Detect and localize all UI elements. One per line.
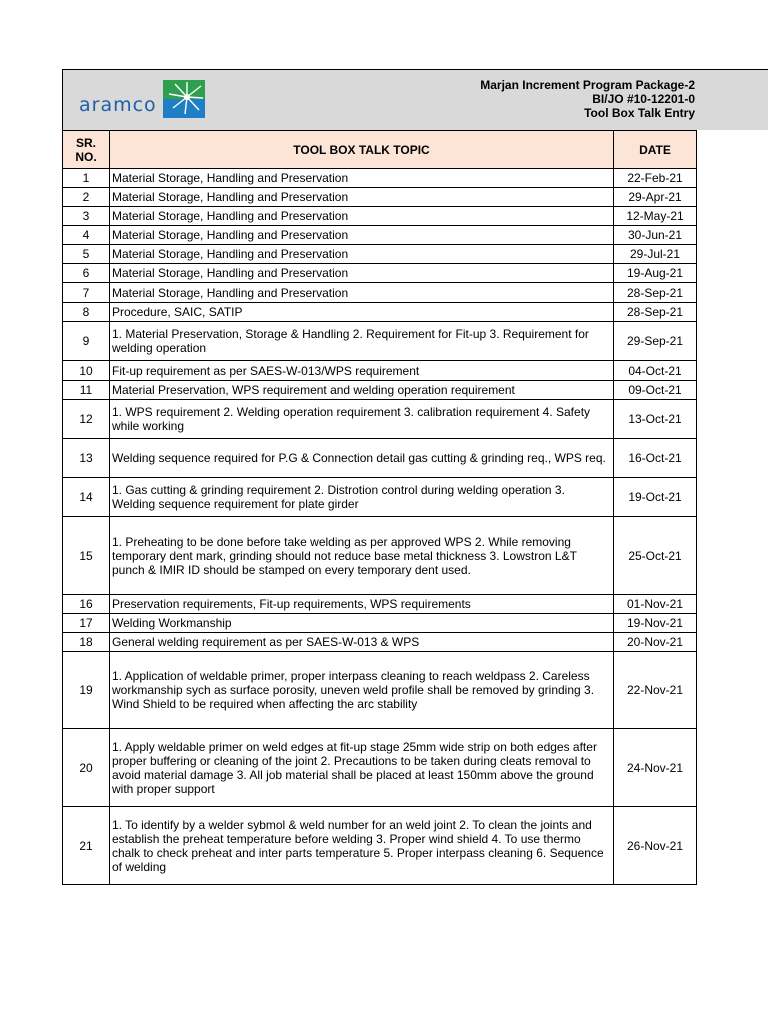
date-cell: 19-Aug-21 [614,264,697,283]
col-header-sr-no: SR. NO. [63,131,110,169]
topic-cell: General welding requirement as per SAES-W-013 & WPS [110,633,614,652]
sr-cell: 9 [63,322,110,361]
topic-cell: Material Storage, Handling and Preservation [110,264,614,283]
topic-cell: 1. Application of weldable primer, proper interpass cleaning to reach weldpass 2. Careless workmanship sych as surface porosity, uneven weld profile shall be removed by grinding 3. Wind Shield to be required when affecting the arc stability [110,652,614,729]
sr-cell: 16 [63,595,110,614]
table-row [63,188,697,207]
table-row [63,381,697,400]
sr-cell: 8 [63,303,110,322]
sr-cell: 3 [63,207,110,226]
date-cell: 20-Nov-21 [614,633,697,652]
topic-cell: Preservation requirements, Fit-up requirements, WPS requirements [110,595,614,614]
topic-cell: Material Storage, Handling and Preservation [110,226,614,245]
date-cell: 29-Jul-21 [614,245,697,264]
date-cell: 25-Oct-21 [614,517,697,595]
table-row [63,322,697,361]
topic-cell: Material Preservation, WPS requirement and welding operation requirement [110,381,614,400]
date-cell: 19-Nov-21 [614,614,697,633]
table-row [63,633,697,652]
project-title: Marjan Increment Program Package-2 [480,78,695,92]
date-cell: 13-Oct-21 [614,400,697,439]
job-order-number: BI/JO #10-12201-0 [592,92,695,106]
table-row [63,729,697,807]
topic-cell: 1. Gas cutting & grinding requirement 2. Distrotion control during welding operation 3. Welding sequence requirement for plate girder [110,478,614,517]
date-cell: 30-Jun-21 [614,226,697,245]
sr-cell: 11 [63,381,110,400]
date-cell: 29-Apr-21 [614,188,697,207]
table-row [63,517,697,595]
aramco-logo [79,80,205,118]
sr-cell: 21 [63,807,110,885]
date-cell: 26-Nov-21 [614,807,697,885]
date-cell: 16-Oct-21 [614,439,697,478]
topic-cell: 1. WPS requirement 2. Welding operation requirement 3. calibration requirement 4. Safety while working [110,400,614,439]
aramco-star-icon [163,80,205,118]
date-cell: 29-Sep-21 [614,322,697,361]
sr-cell: 18 [63,633,110,652]
table-row [63,169,697,188]
toolbox-talk-table [62,130,697,885]
sr-cell: 20 [63,729,110,807]
column-header-row [63,131,697,169]
table-row [63,439,697,478]
topic-cell: Fit-up requirement as per SAES-W-013/WPS requirement [110,361,614,381]
table-row [63,245,697,264]
sr-cell: 19 [63,652,110,729]
table-row [63,807,697,885]
spreadsheet [62,69,768,885]
table-row [63,226,697,245]
table-row [63,478,697,517]
topic-cell: Material Storage, Handling and Preservation [110,188,614,207]
sr-cell: 15 [63,517,110,595]
date-cell: 28-Sep-21 [614,283,697,303]
sr-cell: 4 [63,226,110,245]
topic-cell: Material Storage, Handling and Preservation [110,207,614,226]
sr-cell: 5 [63,245,110,264]
topic-cell: Material Storage, Handling and Preservation [110,169,614,188]
logo-text: aramco [79,94,157,116]
topic-cell: Procedure, SAIC, SATIP [110,303,614,322]
table-row [63,264,697,283]
table-row [63,283,697,303]
report-header [62,69,768,130]
date-cell: 01-Nov-21 [614,595,697,614]
sr-cell: 13 [63,439,110,478]
table-row [63,303,697,322]
sr-cell: 14 [63,478,110,517]
table-row [63,652,697,729]
sr-cell: 2 [63,188,110,207]
date-cell: 04-Oct-21 [614,361,697,381]
topic-cell: Material Storage, Handling and Preservation [110,245,614,264]
sr-cell: 6 [63,264,110,283]
date-cell: 28-Sep-21 [614,303,697,322]
sr-cell: 12 [63,400,110,439]
header-title-block [395,78,695,120]
sr-cell: 7 [63,283,110,303]
sr-cell: 1 [63,169,110,188]
topic-cell: Welding sequence required for P.G & Connection detail gas cutting & grinding req., WPS req. [110,439,614,478]
sr-cell: 17 [63,614,110,633]
sr-cell: 10 [63,361,110,381]
date-cell: 12-May-21 [614,207,697,226]
topic-cell: 1. Preheating to be done before take welding as per approved WPS 2. While removing temporary dent mark, grinding should not reduce base metal thickness 3. Lowstron L&T punch & IMIR ID should be stamped on every temporary dent used. [110,517,614,595]
table-row [63,361,697,381]
date-cell: 19-Oct-21 [614,478,697,517]
document-title: Tool Box Talk Entry [584,106,695,120]
topic-cell: 1. Apply weldable primer on weld edges at fit-up stage 25mm wide strip on both edges after proper buffering or cleaning of the joint 2. Precautions to be taken during cleats removal to avoid material damage 3. All job material shall be placed at least 150mm above the ground with proper support [110,729,614,807]
topic-cell: 1. To identify by a welder sybmol & weld number for an weld joint 2. To clean the joints and establish the preheat temperature before welding 3. Proper wind shield 4. To use thermo chalk to check preheat and inter parts temperature 5. Proper interpass cleaning 6. Sequence of welding [110,807,614,885]
date-cell: 09-Oct-21 [614,381,697,400]
date-cell: 22-Nov-21 [614,652,697,729]
date-cell: 22-Feb-21 [614,169,697,188]
topic-cell: Material Storage, Handling and Preservation [110,283,614,303]
table-row [63,614,697,633]
topic-cell: 1. Material Preservation, Storage & Handling 2. Requirement for Fit-up 3. Requirement for welding operation [110,322,614,361]
table-row [63,595,697,614]
table-row [63,207,697,226]
topic-cell: Welding Workmanship [110,614,614,633]
table-row [63,400,697,439]
date-cell: 24-Nov-21 [614,729,697,807]
col-header-topic: TOOL BOX TALK TOPIC [110,131,614,169]
col-header-date: DATE [614,131,697,169]
